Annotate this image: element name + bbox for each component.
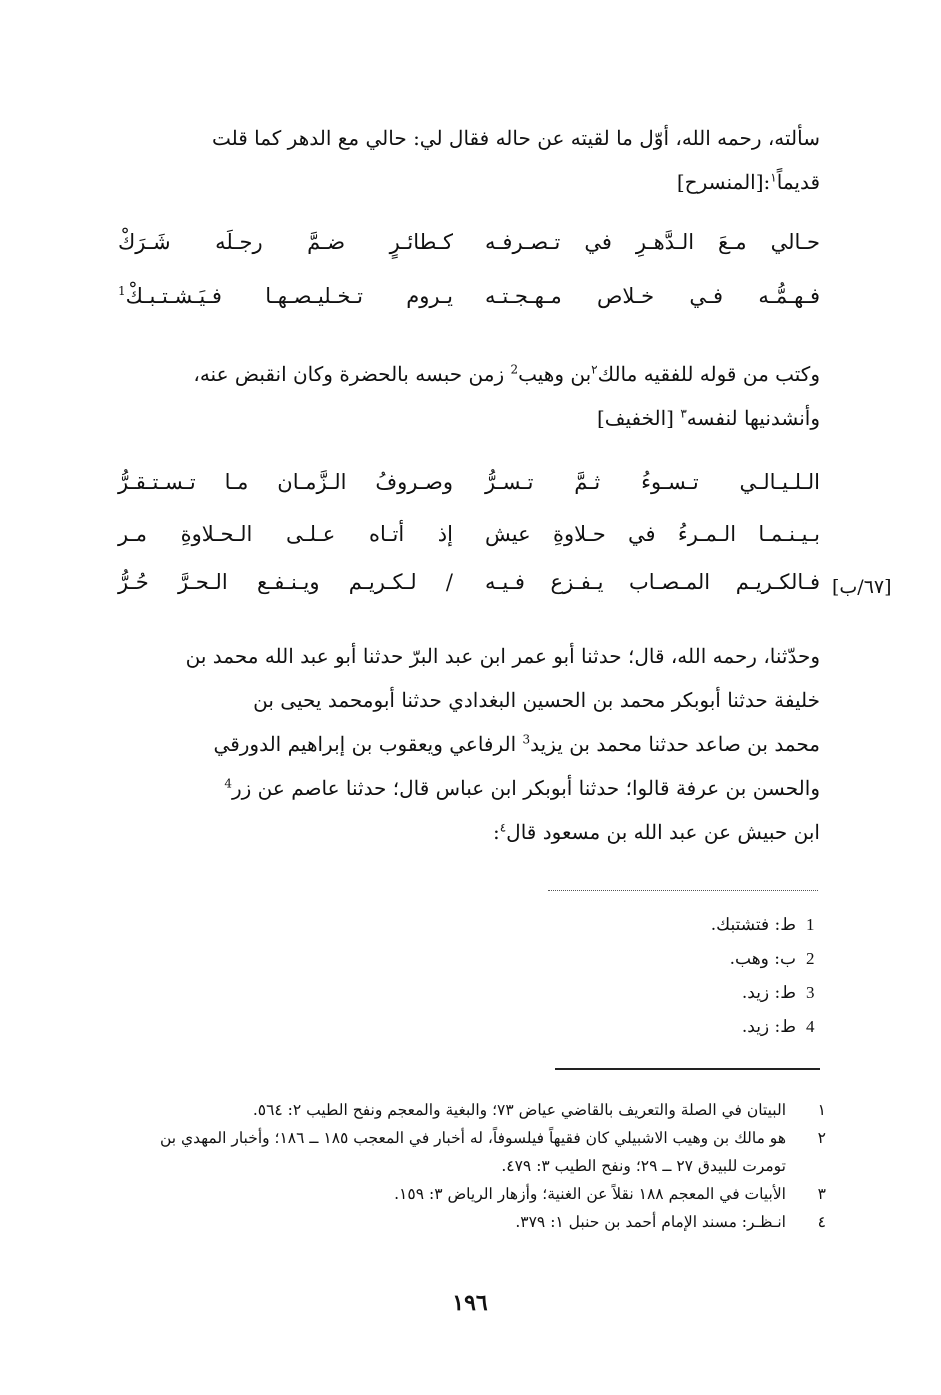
verse-row	[118, 284, 820, 328]
footnote-ref: ٤	[499, 820, 507, 835]
paragraph-letter	[118, 352, 820, 440]
text-span: محمد بن صاعد حدثنا محمد بن يزيد	[530, 732, 820, 756]
footnote-number: ٣	[817, 1185, 826, 1203]
dotted-separator	[548, 890, 818, 891]
footnote-number: ٢	[817, 1129, 826, 1147]
variant-note-number: 3	[806, 983, 815, 1002]
variant-notes	[560, 908, 822, 1044]
paragraph-line	[118, 722, 820, 766]
intro-paragraph	[118, 116, 820, 204]
page-number: ١٩٦	[452, 1290, 488, 1316]
paragraph-line	[118, 810, 820, 854]
hemistich-second: إذ أتـاه عـلـى الـحـلاوةِ مـر	[118, 522, 453, 546]
footnote-text: انـظـر: مسند الإمام أحمد بن حنبل ١: ٣٧٩.	[515, 1213, 786, 1231]
hemistich-second: وصـروفُ الـزَّمـان مـا تـسـتـقـرُّ	[118, 470, 453, 494]
hemistich-first: فـهـمُّـه فـي خـلاص مـهـجـتـه	[485, 284, 820, 308]
meter-name: [الخفيف]	[596, 406, 681, 430]
text-span: وكتب من قوله للفقيه مالك	[597, 362, 820, 386]
hemistich-text: يـروم تـخـليـصـهـا فـيَـشـتـبـكْ	[125, 284, 453, 308]
hemistich-first: الـلـيـالـي تـسـوءُ ثـمَّ تـسـرُّ	[485, 470, 820, 494]
footnote-separator	[555, 1068, 820, 1070]
footnote-ref: 3	[522, 732, 531, 747]
footnote-text: البيتان في الصلة والتعريف بالقاضي عياض ٧٣؛ والبغية والمعجم ونفح الطيب ٢: ٥٦٤.	[252, 1101, 786, 1119]
variant-note-text: ط: زيد.	[741, 983, 796, 1003]
paragraph-line	[118, 396, 820, 440]
footnote-ref: 4	[224, 776, 232, 791]
footnote-number: ١	[817, 1101, 826, 1119]
variant-note	[560, 942, 822, 976]
hemistich-first: حـالي مـعَ الـدَّهـرِ في تـصـرفـه	[485, 230, 820, 254]
verse-row	[118, 522, 820, 566]
hemistich-first: فـالكـريـم المـصـاب يـفـزع فـيـه	[485, 570, 820, 594]
text-span: الرفاعي ويعقوب بن إبراهيم الدورقي	[213, 732, 523, 756]
meter-name: :[المنسرح]	[676, 170, 771, 194]
variant-note-text: ط: زيد.	[741, 1017, 796, 1037]
footnote-number: ٤	[817, 1213, 826, 1231]
footnote-ref: ٣	[680, 406, 687, 421]
variant-note-text: ب: وهب.	[729, 949, 796, 969]
text-span: بن وهيب	[518, 362, 592, 386]
text-span: وأنشدنيها لنفسه	[686, 406, 820, 430]
footnote	[118, 1208, 826, 1236]
paragraph-line: وحدّثنا، رحمه الله، قال؛ حدثنا أبو عمر ابن عبد البرّ حدثنا أبو عبد الله محمد بن	[185, 644, 820, 668]
intro-line-2-text: قديماً	[776, 170, 820, 194]
text-span: والحسن بن عرفة قالوا؛ حدثنا أبوبكر ابن عباس قال؛ حدثنا عاصم عن زر	[232, 776, 820, 800]
verse-row	[118, 570, 820, 614]
folio-marker: [٦٧/ب]	[832, 576, 892, 598]
hemistich-second: / لـكـريـم ويـنـفـع الـحـرَّ حُـرُّ	[118, 570, 453, 594]
hemistich-second: كـطائـرٍ ضـمَّ رجـلَه شَـرَكْ	[118, 230, 453, 254]
footnote	[118, 1180, 826, 1208]
footnote-ref: ٢	[591, 362, 598, 377]
footnote-text: هو مالك بن وهيب الاشبيلي كان فقيهاً فيلسوفاً، له أخبار في المعجب ١٨٥ ــ ١٨٦؛ وأخبار المهدي بن تومرت للبيدق ٢٧ ــ ٢٩؛ ونفح الطيب ٣: ٤٧٩.	[159, 1129, 786, 1175]
paragraph-line: خليفة حدثنا أبوبكر محمد بن الحسين البغدادي حدثنا أبومحمد يحيى بن	[253, 688, 820, 712]
paragraph-isnad	[118, 634, 820, 854]
footnote	[118, 1124, 826, 1180]
footnote-text: الأبيات في المعجم ١٨٨ نقلاً عن الغنية؛ وأزهار الرياض ٣: ١٥٩.	[394, 1185, 786, 1203]
paragraph-line	[118, 352, 820, 396]
footnotes	[118, 1096, 826, 1236]
footnote-ref: ١	[770, 170, 777, 185]
paragraph-line	[118, 766, 820, 810]
text-span: زمن حبسه بالحضرة وكان انقبض عنه،	[193, 362, 511, 386]
variant-note	[560, 908, 822, 942]
variant-note	[560, 1010, 822, 1044]
variant-note-number: 2	[806, 949, 815, 968]
footnote-ref: 2	[510, 362, 519, 377]
variant-note-text: ط: فتشتبك.	[710, 915, 796, 935]
footnote	[118, 1096, 826, 1124]
hemistich-first: بـيـنـمـا الـمـرءُ في حـلاوةِ عيش	[485, 522, 820, 546]
variant-note-number: 1	[806, 915, 815, 934]
intro-line-1: سألته، رحمه الله، أوّل ما لقيته عن حاله فقال لي: حالي مع الدهر كما قلت	[211, 126, 820, 150]
text-span: ابن حبيش عن عبد الله بن مسعود قال	[506, 820, 820, 844]
intro-line-2	[118, 160, 820, 204]
hemistich-second	[118, 284, 453, 308]
footnote-ref: 1	[118, 284, 126, 298]
text-span: :	[492, 820, 500, 844]
verse-row	[118, 230, 820, 274]
verse-row	[118, 470, 820, 514]
variant-note	[560, 976, 822, 1010]
variant-note-number: 4	[806, 1017, 815, 1036]
